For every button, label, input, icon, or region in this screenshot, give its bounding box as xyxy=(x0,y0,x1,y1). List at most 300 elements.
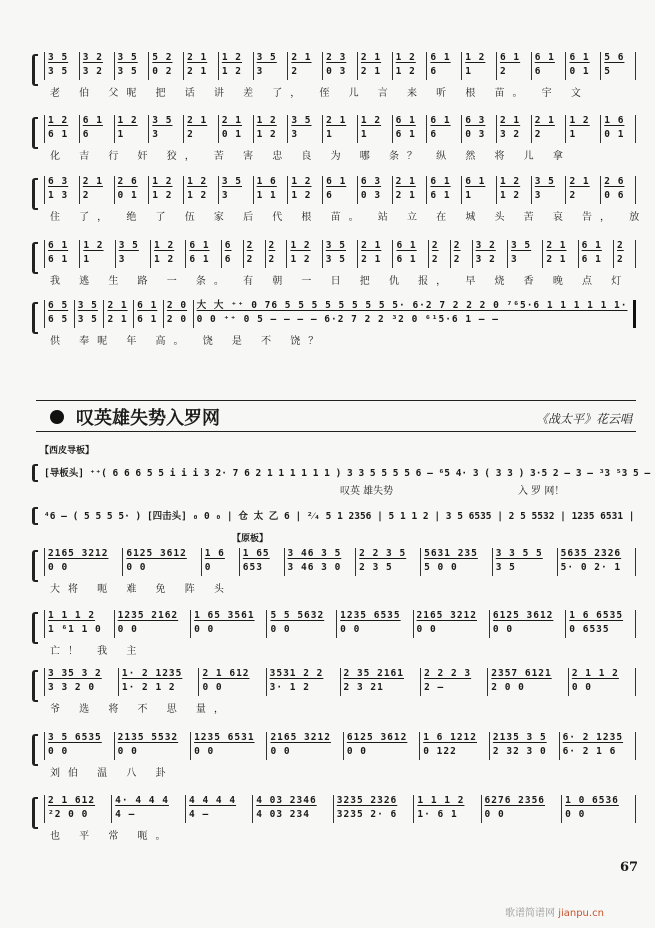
accompaniment-notes: 0 0 xyxy=(571,682,593,693)
accompaniment-notes: 2 xyxy=(499,66,507,77)
melody-notes: 6 1 xyxy=(395,115,416,126)
melody-notes: 2 xyxy=(246,240,254,251)
accompaniment-notes: 2 1 xyxy=(361,254,382,265)
accompaniment-notes: 0 1 xyxy=(569,66,590,77)
accompaniment-notes: 1 xyxy=(83,254,91,265)
daoban-lyrics-2: 入 罗 网！ xyxy=(518,486,565,497)
measure xyxy=(340,668,421,696)
melody-notes: 3 5 xyxy=(510,240,532,251)
accompaniment-notes: 2 xyxy=(246,254,254,265)
melody-notes: 3 2 xyxy=(82,52,103,63)
lyrics-line xyxy=(44,700,636,715)
melody-notes: 1 2 xyxy=(152,176,173,187)
melody-notes: 1 65 3561 xyxy=(194,610,255,621)
measure xyxy=(44,732,114,760)
watermark-text: 歌谱简谱网 xyxy=(505,908,555,919)
measure xyxy=(600,176,636,204)
melody-notes: 3 5 xyxy=(117,52,138,63)
measure xyxy=(79,176,114,204)
lyrics-line xyxy=(44,208,648,223)
measure xyxy=(489,610,565,638)
accompaniment-notes: 5 xyxy=(604,66,611,77)
measure xyxy=(183,52,218,80)
measure xyxy=(472,240,507,268)
accompaniment-notes: 3 xyxy=(534,190,542,201)
measure xyxy=(420,548,492,576)
accompaniment-notes: 2 xyxy=(82,190,90,201)
measure xyxy=(357,115,392,143)
measure xyxy=(557,548,636,576)
section-header xyxy=(36,400,636,432)
accompaniment-notes: 3 xyxy=(510,254,518,265)
accompaniment-notes: 0 6 xyxy=(604,190,625,201)
measure xyxy=(74,300,104,328)
accompaniment-notes: 653 xyxy=(242,562,263,573)
measures xyxy=(44,115,636,143)
melody-notes: 3 5 xyxy=(48,52,69,63)
section-title: 叹英雄失势入罗网 xyxy=(76,408,220,429)
accompaniment-notes: 3 xyxy=(291,129,299,140)
accompaniment-notes: 6· 2 1 6 xyxy=(562,746,617,757)
measure xyxy=(243,240,265,268)
measure xyxy=(413,795,480,823)
melody-notes: 6 1 xyxy=(534,52,555,63)
melody-notes: 2 1 xyxy=(569,176,590,187)
daoban-lyrics-1: 叹英 雄失势 xyxy=(340,486,394,497)
melody-notes: 4· 4 4 4 xyxy=(115,795,169,806)
melody-notes: 1 2 xyxy=(291,176,312,187)
accompaniment-notes: 1 2 xyxy=(499,190,521,201)
measure xyxy=(357,176,392,204)
lyric-text: 也 平 常 呃。 xyxy=(50,831,174,842)
accompaniment-notes: 6 1 xyxy=(48,254,69,265)
measure xyxy=(193,300,636,328)
melody-notes: 2 1 xyxy=(360,52,382,63)
melody-notes: 1 2 xyxy=(360,115,382,126)
accompaniment-notes: 3· 1 2 xyxy=(269,682,310,693)
melody-notes: 1 2 xyxy=(221,52,242,63)
measure xyxy=(392,52,427,80)
daoban-system xyxy=(36,462,651,482)
accompaniment-notes: 0 3 xyxy=(326,66,347,77)
accompaniment-notes: 1 xyxy=(117,129,125,140)
measure xyxy=(239,548,284,576)
accompaniment-notes: 2 0 0 xyxy=(491,682,525,693)
accompaniment-notes: 0 0 xyxy=(117,746,138,757)
melody-notes: 3 46 3 5 xyxy=(287,548,342,559)
measure xyxy=(114,176,149,204)
watermark xyxy=(505,904,604,919)
accompaniment-notes: 3 5 xyxy=(117,66,138,77)
accompaniment-notes: 0 0 xyxy=(126,562,147,573)
measure xyxy=(266,732,342,760)
system-brace xyxy=(32,117,38,149)
lyrics-line xyxy=(44,827,636,842)
melody-notes: 6 5 xyxy=(48,300,69,311)
measures xyxy=(44,300,636,328)
accompaniment-notes: 3 5 xyxy=(325,254,346,265)
accompaniment-notes: 1 xyxy=(360,129,368,140)
measure xyxy=(218,176,253,204)
melody-notes: 3 2 xyxy=(475,240,496,251)
accompaniment-notes: 5 0 0 xyxy=(424,562,458,573)
measure xyxy=(565,115,600,143)
measures xyxy=(44,548,636,576)
yuanban-label: 【原板】 xyxy=(232,534,269,544)
measure xyxy=(565,610,636,638)
accompaniment-notes: 0 0 xyxy=(416,624,437,635)
lyric-text: 化 吉 行 奸 狡， 苦 害 忠 良 为 哪 条？ 纵 然 将 儿 拿 xyxy=(50,151,571,162)
lyric-text: 住 了， 绝 了 伍 家 后 代 根 苗。 站 立 在 城 头 苦 哀 告， 放 xyxy=(50,212,648,223)
accompaniment-notes: 0 1 xyxy=(604,129,625,140)
accompaniment-notes: 3 5 xyxy=(48,66,69,77)
staff-system xyxy=(36,548,636,598)
melody-notes: 2 1 xyxy=(291,52,312,63)
melody-notes: 1 6 xyxy=(604,115,625,126)
melody-notes: 2 1 xyxy=(326,115,347,126)
measure xyxy=(287,115,322,143)
melody-notes: 1 2 xyxy=(48,115,69,126)
melody-notes: 1235 6531 xyxy=(194,732,255,743)
accompaniment-notes: 3 46 3 0 xyxy=(287,562,342,573)
melody-notes: 2 35 2161 xyxy=(343,668,404,679)
accompaniment-notes: 2 3 21 xyxy=(343,682,384,693)
accompaniment-notes: 3 xyxy=(221,190,229,201)
accompaniment-notes: 2 32 3 0 xyxy=(492,746,547,757)
accompaniment-notes: 6 1 xyxy=(137,314,158,325)
measure xyxy=(118,668,199,696)
accompaniment-notes: 3 xyxy=(118,254,126,265)
melody-notes: 6 xyxy=(224,240,232,251)
melody-notes: 1 65 xyxy=(242,548,270,559)
measure xyxy=(253,176,288,204)
melody-notes: 1 2 xyxy=(395,52,416,63)
measure xyxy=(507,240,542,268)
accompaniment-notes: 1 2 xyxy=(154,254,175,265)
accompaniment-notes: ²2 0 0 xyxy=(48,809,89,820)
melody-notes: 6 1 xyxy=(430,176,451,187)
accompaniment-notes: 1· 2 1 2 xyxy=(121,682,176,693)
measure xyxy=(122,548,200,576)
melody-notes: 6 3 xyxy=(465,115,486,126)
accompaniment-notes: 1 2 xyxy=(395,66,416,77)
system-brace xyxy=(32,464,38,482)
measure xyxy=(44,176,79,204)
measure xyxy=(114,52,149,80)
measure xyxy=(111,795,185,823)
measure xyxy=(413,610,489,638)
melody-notes: 1 1 1 2 xyxy=(417,795,465,806)
accompaniment-notes: 1 1 xyxy=(256,190,277,201)
measures xyxy=(44,610,636,638)
lyrics-line xyxy=(44,580,636,595)
melody-notes: 6125 3612 xyxy=(126,548,187,559)
measure xyxy=(185,240,220,268)
accompaniment-notes: 6 xyxy=(326,190,333,201)
accompaniment-notes: 1 xyxy=(569,129,577,140)
accompaniment-notes: 0 0 xyxy=(492,624,514,635)
measure xyxy=(489,732,559,760)
measure xyxy=(266,610,336,638)
melody-notes: 2 1 xyxy=(395,176,416,187)
staff-system xyxy=(36,240,636,290)
melody-notes: 6 1 xyxy=(48,240,69,251)
lyric-text: 爷 选 将 不 思 量， xyxy=(50,704,232,715)
measure xyxy=(343,732,419,760)
measure xyxy=(355,548,420,576)
melody-notes: 6 3 xyxy=(48,176,69,187)
measure xyxy=(44,240,79,268)
accompaniment-notes: 2 xyxy=(268,254,276,265)
melody-notes: 2 6 xyxy=(117,176,138,187)
accompaniment-notes: 0 xyxy=(204,562,212,573)
measure xyxy=(221,240,243,268)
system-brace xyxy=(32,302,38,334)
measure xyxy=(392,240,427,268)
measure xyxy=(461,52,496,80)
measure xyxy=(565,176,600,204)
accompaniment-notes: 1 2 xyxy=(256,129,277,140)
accompaniment-notes: 1 xyxy=(465,190,472,201)
accompaniment-notes: 2 1 xyxy=(360,66,382,77)
melody-notes: 6 1 xyxy=(499,52,521,63)
melody-notes: 5635 2326 xyxy=(560,548,622,559)
melody-notes: 2135 5532 xyxy=(117,732,179,743)
watermark-url: jianpu.cn xyxy=(558,908,604,919)
measure xyxy=(190,610,266,638)
measure xyxy=(218,115,253,143)
accompaniment-notes: 3 xyxy=(256,66,264,77)
measure xyxy=(114,115,149,143)
melody-notes: 2 1 1 2 xyxy=(571,668,619,679)
melody-notes: 1 2 xyxy=(83,240,104,251)
accompaniment-notes: 6 xyxy=(82,129,90,140)
measure xyxy=(531,176,566,204)
measures xyxy=(44,52,636,80)
melody-notes: 2 1 xyxy=(546,240,567,251)
melody-notes: 6 1 xyxy=(326,176,347,187)
accompaniment-notes: 5· 0 2· 1 xyxy=(560,562,622,573)
melody-notes: 2 6 xyxy=(604,176,625,187)
measure xyxy=(392,115,427,143)
accompaniment-notes: 2 xyxy=(291,66,299,77)
melody-notes: 2165 3212 xyxy=(416,610,477,621)
accompaniment-notes: 2 1 xyxy=(546,254,567,265)
staff-system xyxy=(36,732,636,782)
accompaniment-notes: 1 2 xyxy=(221,66,242,77)
staff-system xyxy=(36,795,636,845)
melody-notes: 2 xyxy=(453,240,461,251)
accompaniment-notes: 0 0 xyxy=(194,746,215,757)
melody-notes: 2 xyxy=(431,240,439,251)
melody-notes: 1 6 xyxy=(204,548,225,559)
measures xyxy=(44,240,636,268)
measure xyxy=(542,240,577,268)
melody-notes: 1 2 xyxy=(117,115,138,126)
measure xyxy=(44,610,114,638)
measure xyxy=(253,115,288,143)
melody-notes: 2 2 3 5 xyxy=(359,548,407,559)
accompaniment-notes: 3235 2· 6 xyxy=(336,809,398,820)
measure xyxy=(183,176,218,204)
accompaniment-notes: 6 1 xyxy=(396,254,417,265)
accompaniment-notes: 0 0 ⁺⁺ 0 5 – – – – 6·2 7 2 2 ³2 0 ⁶¹5·6 1 – – xyxy=(196,314,499,325)
interlude-system xyxy=(36,505,636,525)
lyrics-line xyxy=(44,764,636,779)
melody-notes: 5 2 xyxy=(152,52,173,63)
system-brace xyxy=(32,54,38,86)
accompaniment-notes: 1 3 xyxy=(48,190,69,201)
measure xyxy=(79,115,114,143)
system-brace xyxy=(32,612,38,644)
system-brace xyxy=(32,797,38,829)
measure xyxy=(481,795,562,823)
system-brace xyxy=(32,734,38,766)
bullet-icon xyxy=(50,410,64,424)
measure xyxy=(183,115,218,143)
accompaniment-notes: 0 0 xyxy=(270,624,291,635)
melody-notes: 2 1 612 xyxy=(202,668,250,679)
lyrics-line xyxy=(44,147,636,162)
measure xyxy=(44,795,111,823)
measure xyxy=(286,240,321,268)
staff-system xyxy=(36,610,636,660)
accompaniment-notes: 1 2 xyxy=(187,190,208,201)
daoban-notation: [导板头] ⁺⁺( 6 6 6 5 5 i i i 3 2· 7 6 2 1 1 1 1 1 1 ) 3 3 5 5 5 5 6 – ⁶5 4· 3 ( 3 3 ) 3·5 2 – 3 – ³3 ⁵3 5 – xyxy=(44,468,651,479)
melody-notes: 6 1 xyxy=(189,240,210,251)
melody-notes: 6276 2356 xyxy=(484,795,546,806)
accompaniment-notes: 6 xyxy=(534,66,542,77)
measure xyxy=(613,240,636,268)
measure xyxy=(600,52,636,80)
melody-notes: 2 1 612 xyxy=(48,795,96,806)
accompaniment-notes: 2 xyxy=(617,254,624,265)
measures xyxy=(44,668,636,696)
measure xyxy=(44,548,122,576)
accompaniment-notes: 6 1 xyxy=(395,129,416,140)
measure xyxy=(322,176,357,204)
melody-notes: 2 1 xyxy=(221,115,242,126)
measure xyxy=(198,668,265,696)
measure xyxy=(150,240,185,268)
measure xyxy=(322,52,357,80)
measure xyxy=(561,795,636,823)
melody-notes: 1 6 xyxy=(256,176,277,187)
staff-system xyxy=(36,668,636,718)
melody-notes: 4 4 4 4 xyxy=(189,795,237,806)
melody-notes: 3 5 xyxy=(221,176,242,187)
measure xyxy=(265,240,287,268)
melody-notes: 1 2 xyxy=(256,115,277,126)
measure xyxy=(333,795,414,823)
measure xyxy=(44,115,79,143)
measure xyxy=(44,300,74,328)
lyrics-line xyxy=(44,272,636,287)
accompaniment-notes: 6 5 xyxy=(48,314,69,325)
melody-notes: 3531 2 2 xyxy=(269,668,324,679)
accompaniment-notes: 0 1 xyxy=(221,129,242,140)
measure xyxy=(496,52,531,80)
staff-system xyxy=(36,300,636,350)
melody-notes: 2 xyxy=(617,240,624,251)
measure xyxy=(218,52,253,80)
melody-notes: 2 1 xyxy=(534,115,555,126)
measure xyxy=(148,115,183,143)
accompaniment-notes: 4 03 234 xyxy=(256,809,310,820)
measure xyxy=(253,52,288,80)
tempo-label: 【西皮导板】 xyxy=(40,446,95,456)
measure xyxy=(201,548,239,576)
melody-notes: 3 5 xyxy=(534,176,555,187)
accompaniment-notes: 3 5 xyxy=(77,314,98,325)
melody-notes: 3 5 xyxy=(325,240,346,251)
accompaniment-notes: 0 0 xyxy=(48,746,69,757)
measure xyxy=(163,300,193,328)
measure xyxy=(103,300,133,328)
accompaniment-notes: 2 – xyxy=(424,682,445,693)
lyric-text: 亡！ 我 主 xyxy=(50,646,145,657)
melody-notes: 6 1 xyxy=(430,115,451,126)
accompaniment-notes: 2 1 xyxy=(107,314,128,325)
melody-notes: 1235 6535 xyxy=(340,610,401,621)
melody-notes: 大 大 ⁺⁺ 0 76 5 5 5 5 5 5 5 5 5· 6·2 7 2 2 2 0 ⁷⁶5·6 1 1 1 1 1 1· xyxy=(196,300,628,311)
measure xyxy=(148,52,183,80)
melody-notes: 2 0 xyxy=(166,300,188,311)
melody-notes: 2357 6121 xyxy=(491,668,552,679)
accompaniment-notes: 6 1 xyxy=(48,129,69,140)
melody-notes: 6125 3612 xyxy=(492,610,554,621)
accompaniment-notes: 1 xyxy=(465,66,472,77)
melody-notes: 6125 3612 xyxy=(346,732,408,743)
melody-notes: 2 xyxy=(268,240,276,251)
melody-notes: 3 3 5 5 xyxy=(495,548,543,559)
measure xyxy=(419,732,489,760)
accompaniment-notes: 1 2 xyxy=(290,254,311,265)
melody-notes: 6 1 xyxy=(569,52,590,63)
measure xyxy=(284,548,356,576)
accompaniment-notes: 6 1 xyxy=(581,254,602,265)
melody-notes: 3 5 xyxy=(118,240,139,251)
accompaniment-notes: 0 2 xyxy=(152,66,173,77)
melody-notes: 1 2 xyxy=(154,240,175,251)
measure xyxy=(461,176,496,204)
melody-notes: 6 1 xyxy=(137,300,158,311)
accompaniment-notes: 6 1 xyxy=(430,190,451,201)
melody-notes: 1 6 6535 xyxy=(569,610,624,621)
accompaniment-notes: 0 0 xyxy=(270,746,291,757)
accompaniment-notes: 6 1 xyxy=(189,254,210,265)
measure xyxy=(114,610,190,638)
accompaniment-notes: 0 0 xyxy=(346,746,368,757)
melody-notes: 5631 235 xyxy=(424,548,478,559)
accompaniment-notes: 3 2 xyxy=(82,66,103,77)
melody-notes: 2 1 xyxy=(361,240,382,251)
measure xyxy=(44,52,79,80)
melody-notes: 3 35 3 2 xyxy=(48,668,102,679)
measure xyxy=(287,176,322,204)
accompaniment-notes: 2 xyxy=(534,129,542,140)
measure xyxy=(266,668,340,696)
measure xyxy=(79,52,114,80)
accompaniment-notes: 1 2 xyxy=(152,190,173,201)
accompaniment-notes: 2 0 xyxy=(166,314,188,325)
measure xyxy=(426,115,461,143)
melody-notes: 2 1 xyxy=(107,300,128,311)
melody-notes: 1 2 xyxy=(465,52,486,63)
melody-notes: 6 3 xyxy=(360,176,382,187)
melody-notes: 6 1 xyxy=(430,52,451,63)
melody-notes: 6 1 xyxy=(465,176,486,187)
